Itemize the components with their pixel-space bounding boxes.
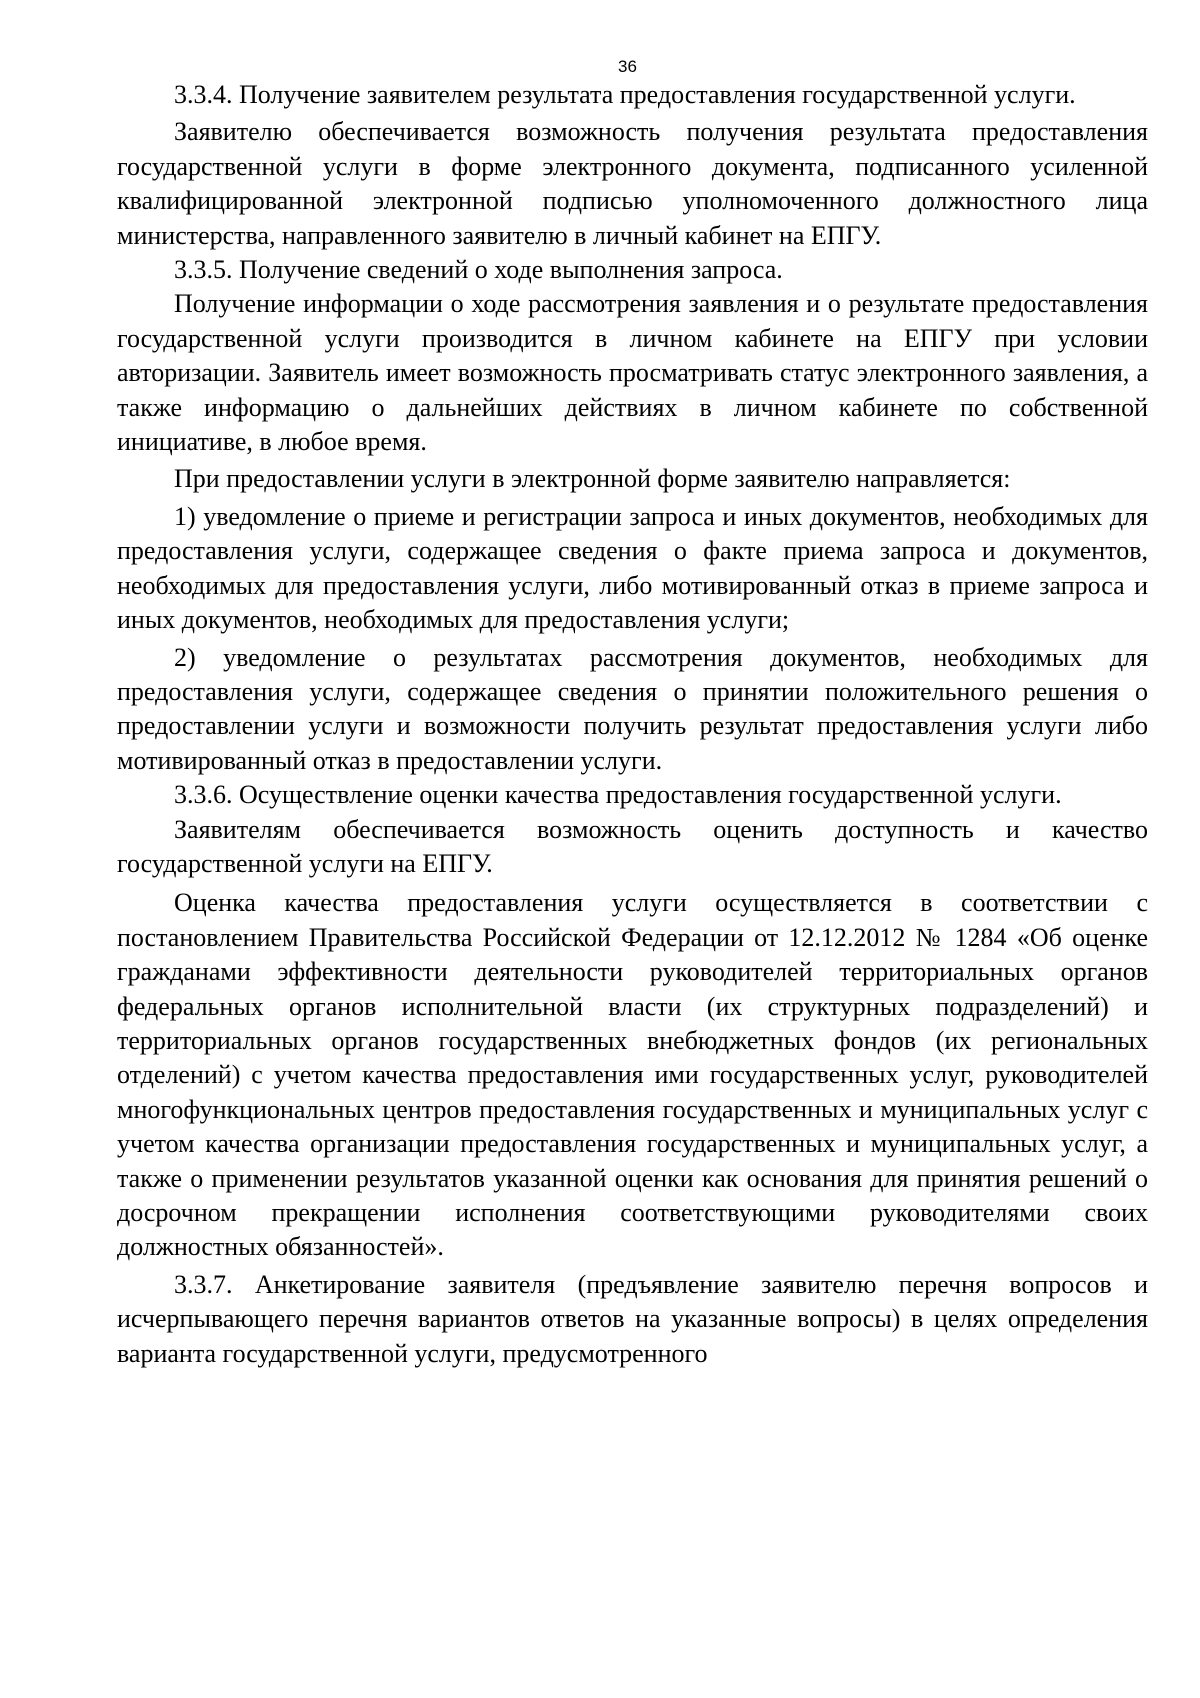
paragraph-quality-regulation: Оценка качества предоставления услуги осуществляется в соответствии с постановлением Правительства Российской Федерации от 12.12.2012 № 1284 «Об оценке гражданами эффективности деятельности руководителей территориальных органов федеральных органов исполнительной власти (их структурных подразделений) и территориальных органов государственных внебюджетных фондов (их региональных отделений) с учетом качества предоставления ими государственных услуг, руководителей многофункциональных центров предоставления государственных и муниципальных услуг с учетом качества организации предоставления государственных и муниципальных услуг, а также о применении результатов указанной оценки как основания для принятия решений о досрочном прекращении исполнения соответствующими руководителями своих должностных обязанностей». xyxy=(117,888,1148,1262)
document-body xyxy=(117,78,1148,1371)
section-heading-3-3-5: 3.3.5. Получение сведений о ходе выполнения запроса. xyxy=(174,255,783,285)
paragraph-status-info: Получение информации о ходе рассмотрения заявления и о результате предоставления государственной услуги производится в личном кабинете на ЕПГУ при условии авторизации. Заявитель имеет возможность просматривать статус электронного заявления, а также информацию о дальнейших действиях в личном кабинете по собственной инициативе, в любое время. xyxy=(117,289,1148,457)
section-heading-3-3-6: 3.3.6. Осуществление оценки качества предоставления государственной услуги. xyxy=(174,780,1062,810)
list-item-1: 1) уведомление о приеме и регистрации запроса и иных документов, необходимых для предоставления услуги, содержащее сведения о факте приема запроса и документов, необходимых для предоставления услуги, либо мотивированный отказ в приеме запроса и иных документов, необходимых для предоставления услуги; xyxy=(117,501,1148,635)
paragraph-notifications-intro: При предоставлении услуги в электронной форме заявителю направляется: xyxy=(174,464,1011,494)
section-heading-3-3-7: 3.3.7. Анкетирование заявителя (предъявление заявителю перечня вопросов и исчерпывающего перечня вариантов ответов на указанные вопросы) в целях определения варианта государственной услуги, предусмотренного xyxy=(117,1269,1148,1368)
list-item-2: 2) уведомление о результатах рассмотрения документов, необходимых для предоставления услуги, содержащее сведения о принятии положительного решения о предоставлении услуги и возможности получить результат предоставления услуги либо мотивированный отказ в предоставлении услуги. xyxy=(117,642,1148,775)
paragraph-result-delivery: Заявителю обеспечивается возможность получения результата предоставления государственной услуги в форме электронного документа, подписанного усиленной квалифицированной электронной подписью уполномоченного должностного лица министерства, направленного заявителю в личный кабинет на ЕПГУ. xyxy=(117,117,1148,250)
page-number: 36 xyxy=(618,57,637,76)
paragraph-quality-assessment: Заявителям обеспечивается возможность оценить доступность и качество государственной услуги на ЕПГУ. xyxy=(117,814,1148,878)
section-heading-3-3-4: 3.3.4. Получение заявителем результата предоставления государственной услуги. xyxy=(174,80,1076,109)
